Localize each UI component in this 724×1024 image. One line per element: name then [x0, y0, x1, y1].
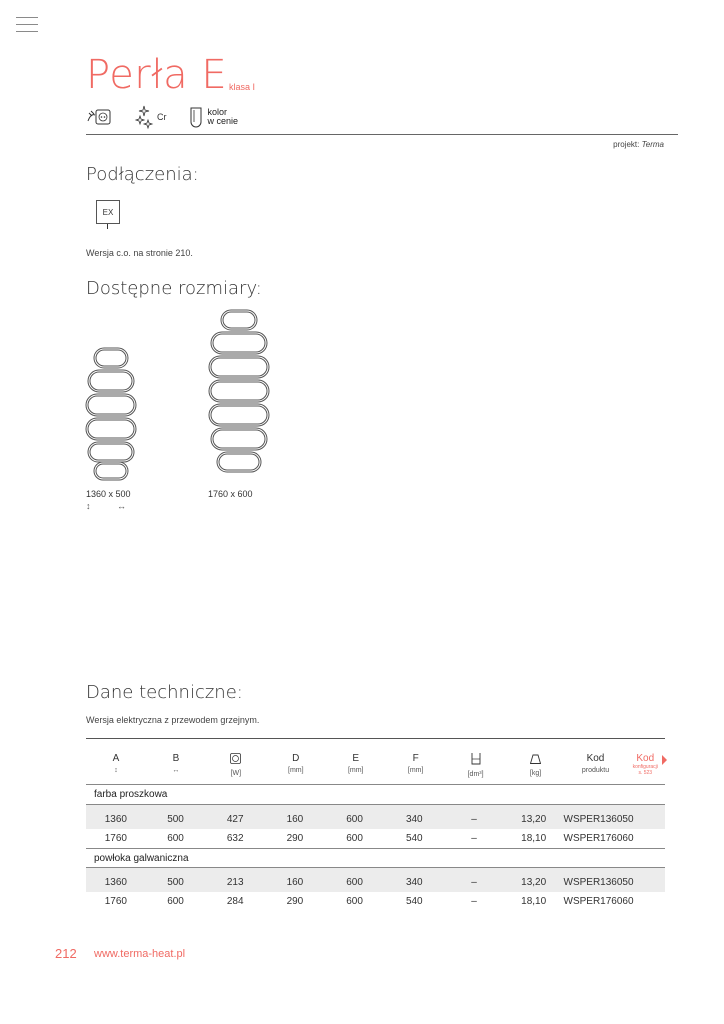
technical-data-heading: Dane techniczne:: [86, 682, 243, 703]
header-e: E [mm]: [347, 753, 364, 774]
header-a: A ↕: [112, 753, 120, 774]
electric-version-note: Wersja elektryczna z przewodem grzejnym.: [86, 715, 260, 725]
power-socket-icon: [230, 753, 241, 764]
page-title: Perła E: [86, 52, 228, 98]
header-f: F [mm]: [407, 753, 424, 774]
header-divider: [86, 134, 678, 135]
table-row: 1760 600 632 290 600 540 – 18,10 WSPER176060: [104, 833, 634, 844]
feature-icons: [86, 103, 260, 131]
table-row: 1360 500 427 160 600 340 – 13,20 WSPER136050: [86, 805, 665, 829]
connection-ex-box: EX: [96, 200, 120, 224]
technical-table: [86, 738, 665, 911]
connections-heading: Podłączenia:: [86, 164, 199, 185]
header-config-code[interactable]: Kod konfiguracji s. 523: [625, 753, 665, 776]
group-galvanic-coat: powłoka galwaniczna: [86, 848, 665, 868]
sizes-heading: Dostępne rozmiary:: [86, 278, 262, 299]
header-volume: [dm³]: [446, 753, 506, 778]
radiator-1360-drawing: [82, 340, 142, 484]
header-b: B ↔: [172, 753, 180, 774]
header-product-code: Kod produktu: [581, 753, 610, 774]
color-swatch-icon: [189, 106, 239, 128]
class-label: klasa I: [229, 82, 256, 92]
header-power: [W]: [206, 753, 266, 777]
header-d: D [mm]: [288, 753, 304, 774]
group-powder-coat: farba proszkowa: [86, 785, 665, 805]
website-link[interactable]: www.terma-heat.pl: [94, 948, 186, 960]
horizontal-arrow-icon: ↔: [117, 501, 126, 511]
size-label-1360: 1360 x 500: [86, 489, 131, 499]
color-included-label: kolor w cenie: [207, 107, 239, 126]
electric-plug-icon: [86, 107, 112, 127]
vertical-arrow-icon: ↕: [86, 501, 91, 511]
designer-credit: projekt: Terma: [613, 140, 664, 149]
arrow-right-icon: [662, 755, 667, 765]
chrome-sparkle-icon: [134, 104, 167, 130]
header-weight: [kg]: [506, 753, 566, 777]
chrome-label: Cr: [157, 112, 167, 122]
radiator-1760-drawing: [203, 306, 275, 484]
weight-icon: [530, 753, 541, 764]
tank-icon: [471, 753, 481, 765]
size-label-1760: 1760 x 600: [208, 489, 253, 499]
connection-pin: [107, 224, 108, 229]
menu-icon[interactable]: [16, 17, 38, 33]
table-row: 1360 500 213 160 600 340 – 13,20 WSPER136050: [86, 868, 665, 892]
page-number: 212: [55, 946, 77, 961]
table-row: 1760 600 284 290 600 540 – 18,10 WSPER176060: [104, 896, 634, 907]
table-header: [86, 739, 665, 785]
co-version-note: Wersja c.o. na stronie 210.: [86, 248, 193, 258]
